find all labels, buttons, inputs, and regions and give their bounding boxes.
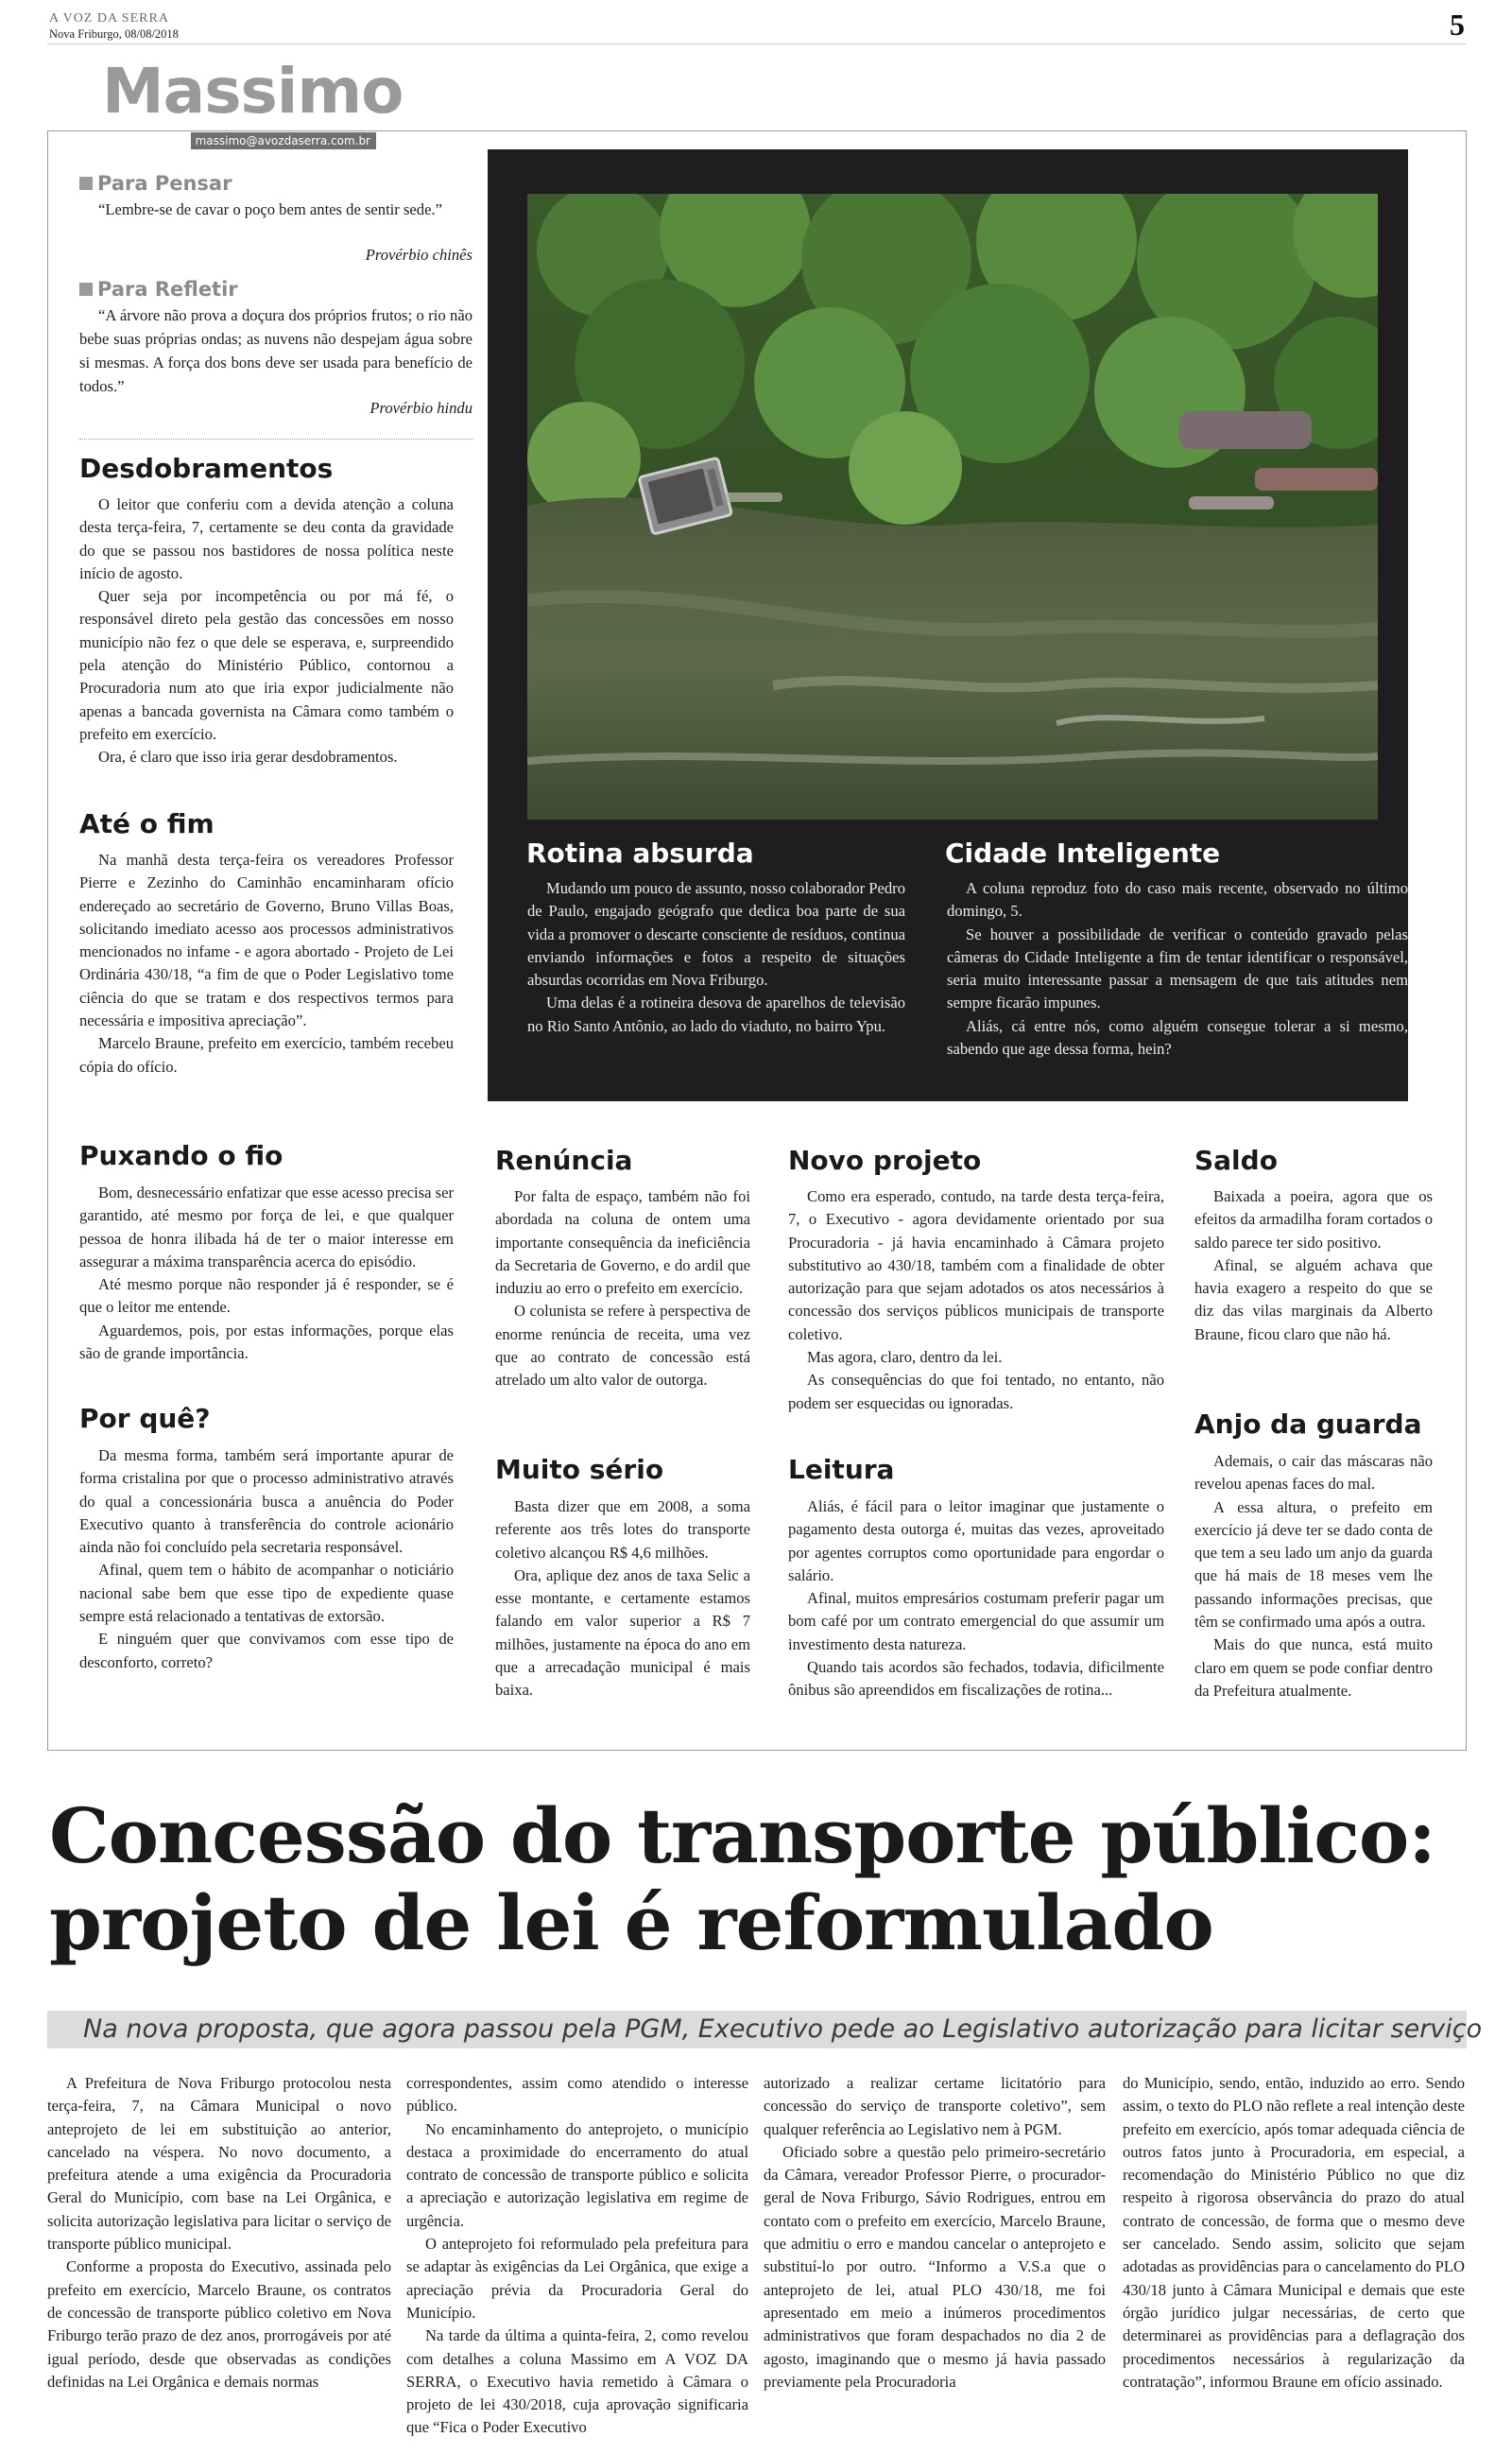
dotted-divider [79, 439, 472, 440]
desdobramentos-title: Desdobramentos [79, 453, 334, 484]
leitura-body: Aliás, é fácil para o leitor imaginar que justamente o pagamento desta outorga é, muitas das vezes, aproveitado por agentes corruptos como oportunidade para engordar o salário. Afinal, muitos empresários costumam preferir pagar um bom café por um contrato emergencial do que assumir um investimento desta natureza. Quando tais acordos são fechados, todavia, dificilmente ônibus são apreendidos em fiscalizações de rotina... [788, 1497, 1164, 1700]
renuncia-title: Renúncia [495, 1145, 633, 1176]
newspaper-brand: A VOZ DA SERRA [49, 11, 169, 26]
desdobramentos-body: O leitor que conferiu com a devida atenção a coluna desta terça-feira, 7, certamente se deu conta da gravidade do que se passou nos bastidores de nossa política neste início de agosto. Quer seja por incompetência ou por má fé, o responsável direto pela gestão das concessões em nosso município não fez o que dele se esperava, e, surpreendido pela atenção do Ministério Público, contornou a Procuradoria num ato que iria expor judicialmente não apenas a bancada governista na Câmara como também o prefeito em exercício. Ora, é claro que isso iria gerar desdobramentos. [79, 495, 454, 767]
article-column-1: A Prefeitura de Nova Friburgo protocolou nesta terça-feira, 7, na Câmara Municipal o novo anteprojeto de lei em substituição ao anterior, cancelado na véspera. No novo documento, a prefeitura atende a uma exigência da Procuradoria Geral do Município, com base na Lei Orgânica, e solicita autorização legislativa para licitar o serviço de transporte público municipal. Conforme a proposta do Executivo, assinada pelo prefeito em exercício, Marcelo Braune, os contratos de concessão de transporte público coletivo em Nova Friburgo terão prazo de dez anos, prorrogáveis por até igual período, desde que observadas as condições definidas na Lei Orgânica e demais normas [47, 2074, 391, 2391]
column-email[interactable]: massimo@avozdaserra.com.br [191, 132, 376, 149]
article-column-3: autorizado a realizar certame licitatório para concessão do serviço de transporte coletivo”, sem qualquer referência ao Legislativo nem à PGM. Oficiado sobre a questão pelo primeiro-secretário da Câmara, vereador Professor Pierre, o procurador-geral de Nova Friburgo, Sávio Rodrigues, entrou em contato com o prefeito em exercício, Marcelo Braune, que admitiu o erro e mandou cancelar o anteprojeto e substituí-lo por outro. “Informo a V.S.a que o anteprojeto de lei, atual PLO 430/18, me foi apresentado em meio a inúmeros procedimentos administrativos que foram despachados no dia 2 de agosto, imaginando que o mesmo já havia passado previamente pela Procuradoria [764, 2074, 1106, 2391]
para-refletir-text: “A árvore não prova a doçura dos próprios frutos; o rio não bebe suas próprias ondas; as nuvens não despejam água sobre si mesmas. A força dos bons deve ser usada para benefício de todos.” [79, 306, 472, 395]
edition-date: Nova Friburgo, 08/08/2018 [49, 27, 179, 41]
cidade-inteligente-title: Cidade Inteligente [945, 838, 1221, 869]
square-bullet-icon [79, 177, 93, 190]
page-number: 5 [1450, 8, 1465, 42]
article-headline [49, 1792, 1435, 1966]
cidade-inteligente-body: A coluna reproduz foto do caso mais recente, observado no último domingo, 5. Se houver a possibilidade de verificar o conteúdo gravado pelas câmeras do Cidade Inteligente a fim de tentar identificar o responsável, seria muito interessante passar a mensagem de que tais atitudes nem sempre ficarão impunes. Aliás, cá entre nós, como alguém consegue tolerar a si mesmo, sabendo que age dessa forma, hein? [947, 879, 1408, 1059]
ate-o-fim-title: Até o fim [79, 808, 215, 839]
ate-o-fim-body: Na manhã desta terça-feira os vereadores Professor Pierre e Zezinho do Caminhão encaminharam ofício endereçado ao secretário de Governo, Bruno Villas Boas, solicitando imediato acesso aos processos administrativos mencionados no infame - e agora abortado - Projeto de Lei Ordinária 430/18, “a fim de que o Poder Legislativo tome ciência do que se tratam e dos respectivos termos para necessária e impositiva apreciação”. Marcelo Braune, prefeito em exercício, também recebeu cópia do ofício. [79, 851, 454, 1076]
saldo-title: Saldo [1194, 1145, 1278, 1176]
leitura-title: Leitura [788, 1454, 895, 1485]
por-que-body: Da mesma forma, também será importante apurar de forma cristalina por que o processo administrativo através do qual a concessionária busca a anuência do Poder Executivo quanto à transferência do controle acionário ainda não foi concluído pela secretaria responsável. Afinal, quem tem o hábito de acompanhar o noticiário nacional sabe bem que esse tipo de expediente quase sempre está relacionado a tentativas de extorsão. E ninguém quer que convivamos com esse tipo de desconforto, correto? [79, 1446, 454, 1671]
article-subheadline: Na nova proposta, que agora passou pela PGM, Executivo pede ao Legislativo autorização para licitar serviço [83, 2014, 1483, 2044]
anjo-da-guarda-body: Ademais, o cair das máscaras não revelou apenas faces do mal. A essa altura, o prefeito em exercício já deve ter se dado conta de que tem a seu lado um anjo da guarda que há mais de 18 meses vem lhe passando informações precisas, que têm se confirmado uma após a outra. Mais do que nunca, está muito claro em quem se pode confiar dentro da Prefeitura atualmente. [1194, 1452, 1433, 1700]
novo-projeto-title: Novo projeto [788, 1145, 982, 1176]
rotina-absurda-title: Rotina absurda [526, 838, 754, 869]
muito-serio-body: Basta dizer que em 2008, a soma referente aos três lotes do transporte coletivo alcançou R$ 4,6 milhões. Ora, aplique dez anos de taxa Selic a esse montante, e certamente estamos falando em valor superior a R$ 7 milhões, justamente na época do ano em que a arrecadação municipal é mais baixa. [495, 1497, 750, 1700]
para-pensar-attribution: Provérbio chinês [365, 246, 472, 264]
novo-projeto-body: Como era esperado, contudo, na tarde desta terça-feira, 7, o Executivo - agora devidamente orientado por sua Procuradoria - já havia encaminhado à Câmara projeto substitutivo ao 430/18, também com a finalidade de obter autorização para que sejam adotados os atos necessários à concessão dos serviços públicos municipais de transporte coletivo. Mas agora, claro, dentro da lei. As consequências do que foi tentado, no entanto, não podem ser esquecidas ou ignoradas. [788, 1187, 1164, 1412]
puxando-o-fio-body: Bom, desnecessário enfatizar que esse acesso precisa ser garantido, até mesmo por força de lei, e que qualquer pessoa de honra ilibada há de ter o maior interesse em assegurar a máxima transparência acerca do episódio. Até mesmo porque não responder já é responder, se é que o leitor me entende. Aguardemos, pois, por estas informações, porque elas são de grande importância. [79, 1184, 454, 1363]
square-bullet-icon [79, 283, 93, 296]
para-pensar-text: “Lembre-se de cavar o poço bem antes de sentir sede.” [98, 200, 442, 218]
article-column-2: correspondentes, assim como atendido o interesse público. No encaminhamento do anteprojeto, o município destaca a proximidade do encerramento do atual contrato de concessão de transporte público e solicita a apreciação e autorização legislativa em regime de urgência. O anteprojeto foi reformulado pela prefeitura para se adaptar às exigências da Lei Orgânica, que exige a apreciação prévia da Procuradoria Geral do Município. Na tarde da última a quinta-feira, 2, como revelou com detalhes a coluna Massimo em A VOZ DA SERRA, o Executivo havia remetido à Câmara o projeto de lei 430/2018, cuja aprovação significaria que “Fica o Poder Executivo [406, 2074, 748, 2437]
river-photo-illustration [527, 194, 1378, 820]
article-column-4: do Município, sendo, então, induzido ao erro. Sendo assim, o texto do PLO não reflete a real intenção deste prefeito em exercício, após tomar adequada ciência de outros fatos junto à Procuradoria, em especial, a recomendação do Ministério Público no que diz respeito à rigorosa observância do prazo do atual contrato de concessão, de forma que o mesmo deve ser cancelado. Sendo assim, solicito que sejam adotadas as providências para o cancelamento do PLO 430/18 junto à Câmara Municipal e demais que este órgão jurídico julgar necessárias, de certo que determinarei as providências para a deflagração dos procedimentos necessários à regularização da contratação”, informou Braune em ofício assinado. [1123, 2074, 1465, 2391]
saldo-body: Baixada a poeira, agora que os efeitos da armadilha foram cortados o saldo parece ter sido positivo. Afinal, se alguém achava que havia exagero a respeito do que se diz das vilas marginais da Alberto Braune, ficou claro que não há. [1194, 1187, 1433, 1343]
muito-serio-title: Muito sério [495, 1454, 664, 1485]
por-que-title: Por quê? [79, 1403, 211, 1434]
river-photo [527, 194, 1378, 820]
headline-line-2: projeto de lei é reformulado [49, 1878, 1213, 1967]
rotina-absurda-body: Mudando um pouco de assunto, nosso colaborador Pedro de Paulo, engajado geógrafo que dedica boa parte de sua vida a promover o descarte consciente de resíduos, continua enviando informações e fotos a respeito de situações absurdas ocorridas em Nova Friburgo. Uma delas é a rotineira desova de aparelhos de televisão no Rio Santo Antônio, ao lado do viaduto, no bairro Ypu. [527, 879, 905, 1035]
para-refletir-attribution: Provérbio hindu [369, 399, 472, 417]
headline-line-1: Concessão do transporte público: [49, 1791, 1435, 1880]
anjo-da-guarda-title: Anjo da guarda [1194, 1408, 1422, 1440]
para-refletir-title: Para Refletir [79, 280, 238, 300]
column-name: Massimo [98, 60, 407, 123]
header-divider [47, 43, 1467, 44]
para-pensar-title: Para Pensar [79, 174, 232, 194]
puxando-o-fio-title: Puxando o fio [79, 1140, 284, 1171]
renuncia-body: Por falta de espaço, também não foi abordada na coluna de ontem uma importante consequência da ineficiência da Secretaria de Governo, e do ardil que induziu ao erro o prefeito em exercício. O colunista se refere à perspectiva de enorme renúncia de receita, uma vez que ao contrato de concessão está atrelado um alto valor de outorga. [495, 1187, 750, 1390]
